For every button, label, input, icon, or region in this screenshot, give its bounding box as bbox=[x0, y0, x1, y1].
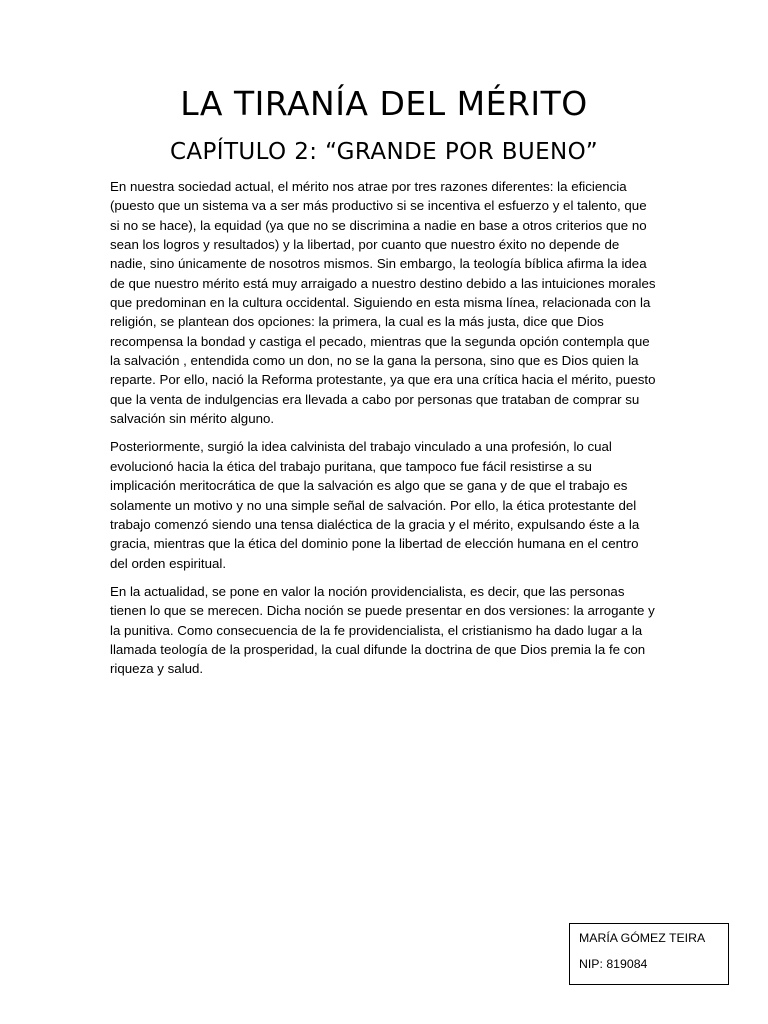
paragraph-3: En la actualidad, se pone en valor la noción providencialista, es decir, que las personas tienen lo que se merecen. Dicha noción se puede presentar en dos versiones: la arrogante y la punitiva. Como consecuencia de la fe providencialista, el cristianismo ha dado lugar a la llamada teología de la prosperidad, la cual difunde la doctrina de que Dios premia la fe con riqueza y salud. bbox=[110, 583, 655, 677]
author-info-box bbox=[569, 923, 729, 985]
paragraph-2: Posteriormente, surgió la idea calvinista del trabajo vinculado a una profesión, lo cual evolucionó hacia la ética del trabajo puritana, que tampoco fue fácil resistirse a su implicación meritocrática de que la salvación es algo que se gana y de que el trabajo es solamente un motivo y no una simple señal de salvación. Por ello, la ética protestante del trabajo comenzó siendo una tensa dialéctica de la gracia y el mérito, expulsando éste a la gracia, mientras que la ética del dominio pone la libertad de elección humana en el centro del orden espiritual. bbox=[110, 439, 640, 571]
document-title: LA TIRANÍA DEL MÉRITO bbox=[180, 84, 588, 123]
chapter-subtitle: CAPÍTULO 2: “GRANDE POR BUENO” bbox=[169, 139, 599, 165]
paragraph-1: En nuestra sociedad actual, el mérito nos atrae por tres razones diferentes: la eficiencia (puesto que un sistema va a ser más productivo si se incentiva el esfuerzo y el talento, que si no se hace), la equidad (ya que no se discrimina a nadie en base a otros criterios que no sean los logros y resultados) y la libertad, por cuanto que nuestro éxito no depende de nadie, sino únicamente de nosotros mismos. Sin embargo, la teología bíblica afirma la idea de que nuestro mérito está muy arraigado a nuestro destino debido a las intuiciones morales que predominan en la cultura occidental. Siguiendo en esta misma línea, relacionada con la religión, se plantean dos opciones: la primera, la cual es la más justa, dice que Dios recompensa la bondad y castiga el pecado, mientras que la segunda opción contempla que la salvación , entendida como un don, no se la gana la persona, sino que es Dios quien la reparte. Por ello, nació la Reforma protestante, ya que era una crítica hacia el mérito, puesto que la venta de indulgencias era llevada a cabo por personas que trataban de comprar su salvación sin mérito alguno. bbox=[110, 179, 656, 427]
document-body bbox=[110, 177, 656, 688]
author-nip: NIP: 819084 bbox=[579, 957, 648, 971]
author-name: MARÍA GÓMEZ TEIRA bbox=[579, 931, 706, 945]
